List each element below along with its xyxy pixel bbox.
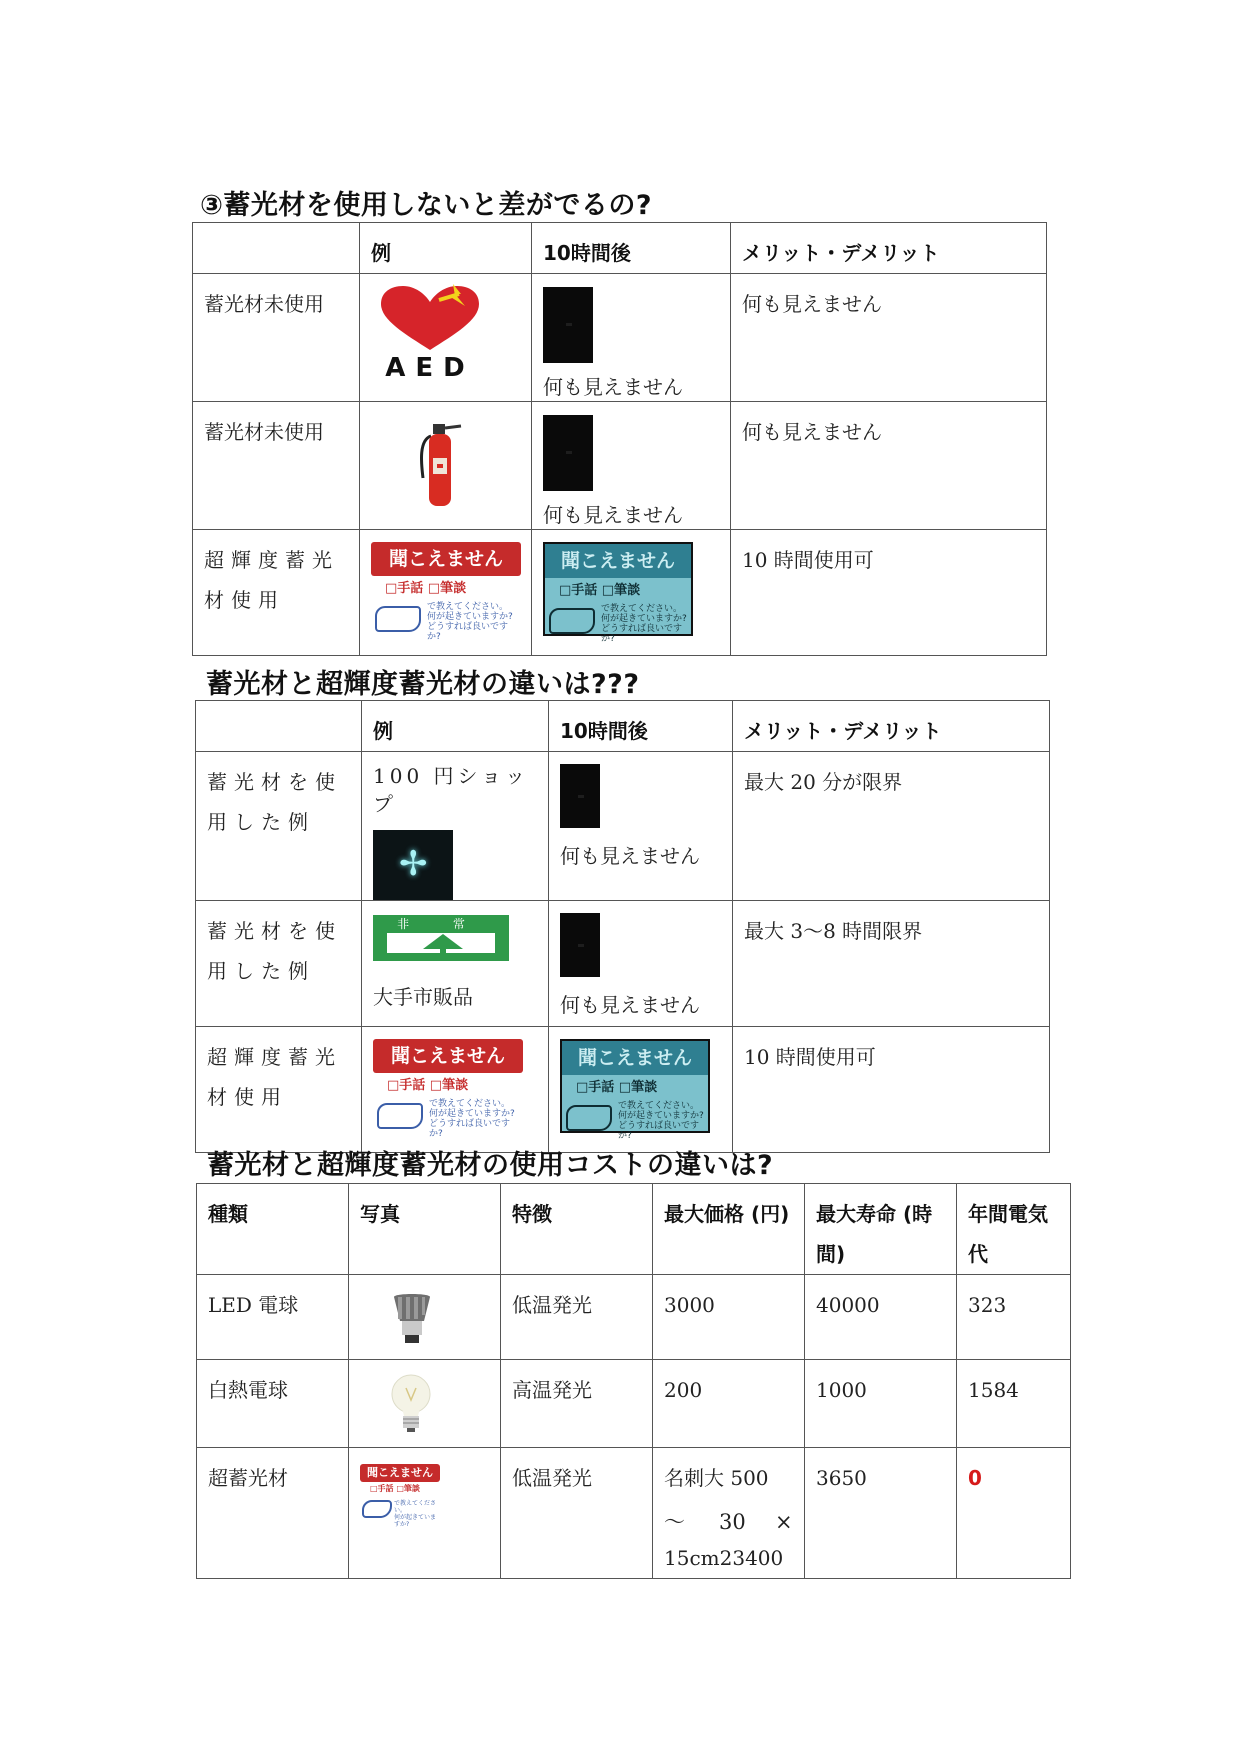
deaf-sign-icon [371, 542, 521, 642]
deaf-sign-glowing-icon [560, 1039, 710, 1141]
header-cell: 最大価格 (円) [653, 1184, 805, 1275]
price-cell: 3000 [653, 1275, 805, 1360]
row-label: 超輝度蓄光材使用 [193, 530, 360, 656]
after-cell [549, 1027, 733, 1153]
row-label: 蓄光材未使用 [193, 402, 360, 530]
photo-cell [349, 1448, 501, 1579]
header-cell: 種類 [197, 1184, 349, 1275]
sign-line: 何が起きていますか? [601, 614, 687, 624]
merit-cell: 何も見えません [731, 274, 1047, 402]
sign-text [601, 604, 691, 644]
merit-cell: 10 時間使用可 [733, 1027, 1050, 1153]
header-cell: 10時間後 [532, 223, 731, 274]
header-cell: 写真 [349, 1184, 501, 1275]
header-cell: 年間電気代 [957, 1184, 1071, 1275]
after-cell [549, 752, 733, 901]
merit-cell: 何も見えません [731, 402, 1047, 530]
after-caption: 何も見えません [543, 503, 683, 527]
after-cell [532, 274, 731, 402]
sign-title: 聞こえません [562, 1041, 708, 1075]
example-caption: 大手市販品 [373, 985, 473, 1009]
comparison-table-2 [195, 700, 1050, 1153]
table-row [197, 1275, 1071, 1360]
price-symbol: ～ [664, 1510, 685, 1534]
sign-title: 聞こえません [373, 1039, 523, 1073]
example-cell [362, 752, 549, 901]
section1-title: ③蓄光材を使用しないと差がでるの? [200, 190, 653, 221]
table-row [197, 1360, 1071, 1448]
comparison-table-1 [192, 222, 1047, 656]
sign-line: で教えてください。 [394, 1500, 437, 1514]
price-cell [653, 1448, 805, 1579]
sign-options: □手話 □筆談 [370, 1484, 420, 1493]
header-cell: 最大寿命 (時間) [805, 1184, 957, 1275]
life-cell: 3650 [805, 1448, 957, 1579]
hands-icon [566, 1105, 612, 1131]
emergency-exit-sign-icon [373, 915, 509, 961]
merit-cell: 10 時間使用可 [731, 530, 1047, 656]
sign-line: どうすれば良いですか? [618, 1121, 700, 1141]
price-line: 15cm23400 [664, 1546, 784, 1570]
incandescent-bulb-icon [388, 1374, 490, 1447]
example-cell [362, 1027, 549, 1153]
header-cell: 例 [360, 223, 532, 274]
sign-line: で教えてください。 [429, 1099, 511, 1109]
sign-text [394, 1500, 440, 1528]
fire-extinguisher-icon [415, 422, 521, 523]
cost-cell: 323 [957, 1275, 1071, 1360]
header-cell: メリット・デメリット [733, 701, 1050, 752]
feature-cell: 低温発光 [501, 1275, 653, 1360]
type-cell: 超蓄光材 [197, 1448, 349, 1579]
life-cell: 40000 [805, 1275, 957, 1360]
header-cell [193, 223, 360, 274]
row-label: 蓄光材を使用した例 [196, 752, 362, 901]
hands-icon [375, 606, 421, 632]
row-label: 蓄光材を使用した例 [196, 901, 362, 1027]
section3-title: 蓄光材と超輝度蓄光材の使用コストの違いは? [207, 1150, 774, 1181]
table-row [197, 1448, 1071, 1579]
hands-icon [377, 1103, 423, 1129]
table-row [196, 752, 1050, 901]
sign-line: で教えてください。 [618, 1101, 700, 1111]
cost-cell: 1584 [957, 1360, 1071, 1448]
sign-line: どうすれば良いですか? [429, 1119, 511, 1139]
sign-line: 何が起きていますか? [394, 1514, 437, 1528]
table-row [193, 274, 1047, 402]
header-cell: 特徴 [501, 1184, 653, 1275]
example-cell [362, 901, 549, 1027]
example-cell [360, 274, 532, 402]
deaf-sign-icon [373, 1039, 523, 1139]
sign-line: どうすれば良いですか? [427, 622, 509, 642]
dark-sign-image [543, 287, 593, 363]
sign-line: どうすれば良いですか? [601, 624, 683, 644]
sign-text [429, 1099, 523, 1139]
after-cell [549, 901, 733, 1027]
after-cell [532, 402, 731, 530]
zero-cost-value: 0 [968, 1466, 982, 1490]
example-caption: 100 円ショップ [373, 764, 530, 816]
sign-line: 何が起きていますか? [618, 1111, 704, 1121]
sign-options: □手話 □筆談 [387, 1078, 469, 1093]
table-row [196, 1027, 1050, 1153]
sign-line: 何が起きていますか? [427, 612, 513, 622]
header-cell: 10時間後 [549, 701, 733, 752]
deaf-sign-icon [360, 1464, 440, 1528]
arrow-stem [440, 947, 446, 955]
sign-title: 聞こえません [371, 542, 521, 576]
sign-options: □手話 □筆談 [385, 581, 467, 596]
life-cell: 1000 [805, 1360, 957, 1448]
led-bulb-icon [390, 1291, 490, 1358]
sign-line: で教えてください。 [601, 604, 683, 614]
example-cell [360, 530, 532, 656]
dark-sign-image [560, 913, 600, 977]
table-header-row [193, 223, 1047, 274]
feature-cell: 低温発光 [501, 1448, 653, 1579]
header-cell: 例 [362, 701, 549, 752]
table-row [193, 402, 1047, 530]
hands-icon [362, 1500, 392, 1518]
after-cell [532, 530, 731, 656]
price-cell: 200 [653, 1360, 805, 1448]
price-symbol: × [775, 1510, 793, 1534]
dark-sign-image [560, 764, 600, 828]
table-header-row [196, 701, 1050, 752]
header-cell: メリット・デメリット [731, 223, 1047, 274]
table-header-row [197, 1184, 1071, 1275]
glowing-pictogram-icon [373, 830, 453, 900]
cost-comparison-table [196, 1183, 1071, 1579]
table-row [193, 530, 1047, 656]
header-cell [196, 701, 362, 752]
table-row [196, 901, 1050, 1027]
sign-title: 聞こえません [545, 544, 691, 578]
after-caption: 何も見えません [560, 993, 700, 1017]
type-cell: 白熱電球 [197, 1360, 349, 1448]
row-label: 蓄光材未使用 [193, 274, 360, 402]
merit-cell: 最大 3～8 時間限界 [733, 901, 1050, 1027]
photo-cell [349, 1275, 501, 1360]
aed-label: AED [385, 353, 475, 383]
sign-text [427, 602, 521, 642]
feature-cell: 高温発光 [501, 1360, 653, 1448]
sign-line: 何が起きていますか? [429, 1109, 515, 1119]
price-number: 30 [719, 1510, 746, 1534]
section2-title: 蓄光材と超輝度蓄光材の違いは??? [206, 669, 640, 700]
after-caption: 何も見えません [543, 375, 683, 399]
deaf-sign-glowing-icon [543, 542, 693, 644]
after-caption: 何も見えません [560, 844, 700, 868]
merit-cell: 最大 20 分が限界 [733, 752, 1050, 901]
sign-title: 聞こえません [360, 1464, 440, 1482]
hands-icon [549, 608, 595, 634]
example-cell [360, 402, 532, 530]
photo-cell [349, 1360, 501, 1448]
dark-sign-image [543, 415, 593, 491]
sign-text [618, 1101, 708, 1141]
exit-label: 非 常 [397, 917, 485, 931]
price-line: 名刺大 500 [664, 1466, 769, 1490]
cost-cell [957, 1448, 1071, 1579]
aed-heart-icon [375, 284, 485, 382]
glow-figure: ✢ [399, 844, 428, 884]
type-cell: LED 電球 [197, 1275, 349, 1360]
sign-options: □手話 □筆談 [576, 1080, 658, 1095]
row-label: 超輝度蓄光材使用 [196, 1027, 362, 1153]
sign-options: □手話 □筆談 [559, 583, 641, 598]
sign-line: で教えてください。 [427, 602, 509, 612]
